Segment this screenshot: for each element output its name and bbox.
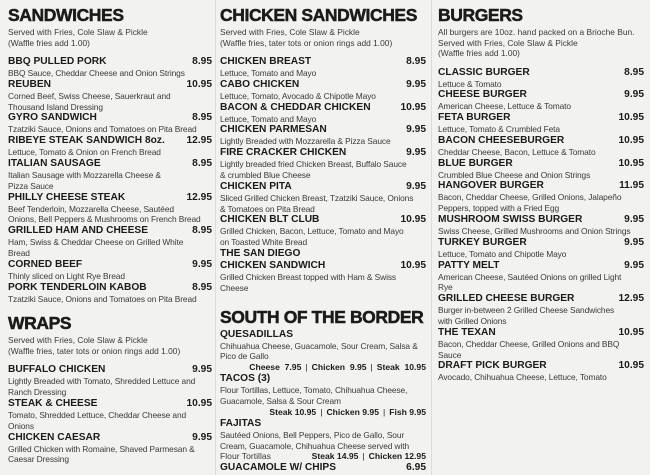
item-description: Bread	[8, 247, 30, 258]
item-header	[8, 364, 212, 376]
item-price: 9.95	[406, 180, 426, 192]
item-name: CABO CHICKEN	[220, 78, 300, 90]
item-name: CLASSIC BURGER	[438, 66, 530, 78]
item-name: REUBEN	[8, 78, 52, 90]
item-name: BBQ PULLED PORK	[8, 56, 107, 67]
item-price: 9.95	[406, 124, 426, 136]
item-name: BUFFALO CHICKEN	[8, 364, 106, 376]
item-description: Lettuce, Tomato & Onion on French Bread	[8, 147, 161, 158]
item-header	[8, 282, 212, 294]
item-price: 8.95	[192, 112, 212, 124]
item-description: & crumbled Blue Cheese	[220, 169, 311, 180]
section-title: SANDWICHES	[8, 5, 124, 25]
item-price: 9.95	[624, 236, 644, 248]
item-name: PORK TENDERLOIN KABOB	[8, 281, 147, 293]
item-description: Cheese	[220, 282, 249, 293]
item-option-price: Fish 9.95	[389, 406, 426, 417]
item-price: 8.95	[192, 225, 212, 237]
item-name: FIRE CRACKER CHICKEN	[220, 147, 347, 159]
item-header	[438, 158, 644, 170]
section-note: (Waffle fries, tater tots or onion rings add 1.00)	[220, 37, 393, 48]
item-description: Thinly sliced on Light Rye Bread	[8, 270, 125, 281]
item-header	[438, 67, 644, 79]
item-description: Pizza Sauce	[8, 180, 54, 191]
option-separator: |	[320, 406, 323, 417]
item-name: QUESADILLAS	[220, 328, 294, 340]
item-name-prefix: THE SAN DIEGO	[220, 247, 301, 259]
column-divider	[431, 0, 432, 475]
item-description: with Grilled Onions	[438, 316, 507, 327]
item-name: TURKEY BURGER	[438, 236, 527, 248]
item-description: Avocado, Chihuahua Cheese, Lettuce, Tomato	[438, 372, 607, 383]
item-description: American Cheese, Lettuce & Tomato	[438, 101, 571, 112]
item-header	[8, 225, 212, 237]
item-price: 10.95	[618, 112, 644, 124]
section-chicken-sandwiches	[220, 4, 426, 294]
item-header	[220, 147, 426, 159]
menu-item	[8, 398, 212, 432]
item-price: 10.95	[400, 259, 426, 271]
item-description: Sliced Grilled Chicken Breast, Tzatziki Sauce, Onions	[220, 192, 414, 203]
item-name: PHILLY CHEESE STEAK	[8, 191, 126, 203]
item-name: HANGOVER BURGER	[438, 180, 544, 192]
item-name: STEAK & CHEESE	[8, 397, 98, 409]
section-note: (Waffle fries add 1.00)	[8, 37, 90, 48]
item-name: DRAFT PICK BURGER	[438, 360, 547, 372]
item-description: Onions, Bell Peppers & Mushrooms on French Bread	[8, 214, 201, 225]
item-description: Tomato, Shredded Lettuce, Cheddar Cheese and	[8, 409, 187, 420]
item-description: Lettuce & Tomato	[438, 78, 502, 89]
item-price: 10.95	[618, 134, 644, 146]
menu-item	[438, 293, 644, 327]
menu-item	[438, 158, 644, 181]
item-price: 9.95	[406, 147, 426, 159]
section-note: Served with Fries, Cole Slaw & Pickle	[8, 27, 148, 37]
section-title: SOUTH OF THE BORDER	[220, 306, 424, 327]
section-notes	[8, 27, 212, 48]
item-description: Grilled Chicken with Romaine, Shaved Parmesan &	[8, 443, 195, 454]
item-header	[220, 329, 426, 341]
menu-column-middle	[220, 0, 426, 474]
item-description: Chihuahua Cheese, Guacamole, Sour Cream, Salsa &	[220, 340, 418, 351]
item-description: Bacon, Cheddar Cheese, Grilled Onions, Jalapeño	[438, 192, 622, 203]
item-header	[220, 102, 426, 114]
section-notes	[8, 335, 212, 356]
menu-item	[8, 158, 212, 192]
item-options	[220, 451, 426, 462]
menu-item	[8, 79, 212, 113]
menu-item	[438, 89, 644, 112]
menu-item	[438, 260, 644, 294]
menu-item	[438, 135, 644, 158]
menu-item	[220, 124, 426, 147]
item-header	[8, 112, 212, 124]
menu-item	[438, 237, 644, 260]
item-price: 6.95	[406, 462, 426, 474]
item-header	[438, 360, 644, 372]
item-description: Ranch Dressing	[8, 387, 67, 398]
item-name: BACON & CHEDDAR CHICKEN	[220, 101, 371, 113]
item-header	[220, 124, 426, 136]
option-separator: |	[382, 406, 386, 417]
item-name: GYRO SANDWICH	[8, 112, 97, 124]
item-header	[220, 260, 426, 272]
item-header	[8, 56, 212, 68]
menu-item	[438, 214, 644, 237]
menu-item	[8, 192, 212, 226]
section-burgers	[438, 4, 644, 383]
menu-column-right	[438, 0, 644, 383]
item-price: 9.95	[406, 78, 426, 90]
section-note: Served with Fries, Cole Slaw & Pickle	[220, 27, 360, 37]
item-description: Caesar Dressing	[8, 454, 69, 465]
item-price: 8.95	[406, 56, 426, 67]
menu-item	[220, 147, 426, 181]
item-name: CHICKEN PITA	[220, 180, 292, 192]
section-note: All burgers are 10oz. hand packed on a Brioche Bun.	[438, 27, 635, 37]
item-options	[220, 407, 426, 418]
menu-item	[8, 364, 212, 398]
section-note: Served with Fries, Cole Slaw & Pickle	[8, 335, 148, 346]
item-price: 10.95	[618, 360, 644, 372]
item-header	[438, 214, 644, 226]
section-notes	[438, 27, 644, 59]
item-description: Lightly Breaded with Tomato, Shredded Lettuce and	[8, 376, 196, 387]
item-description: American Cheese, Sautéed Onions on grilled Light	[438, 271, 622, 282]
item-price: 9.95	[624, 259, 644, 271]
item-description: Ham, Swiss & Cheddar Cheese on Grilled White	[8, 237, 184, 248]
item-name: CHICKEN SANDWICH	[220, 259, 326, 271]
menu-item	[220, 102, 426, 125]
item-description: Lettuce, Tomato and Mayo	[220, 113, 317, 124]
item-name: CHICKEN PARMESAN	[220, 124, 327, 136]
item-price: 9.95	[192, 431, 212, 443]
item-description: Lettuce, Tomato, Avocado & Chipotle Mayo	[220, 90, 376, 101]
item-price: 10.95	[186, 397, 212, 409]
item-name: GRILLED HAM AND CHEESE	[8, 225, 148, 237]
item-name: MUSHROOM SWISS BURGER	[438, 214, 583, 226]
item-header	[438, 260, 644, 272]
item-description: Cheddar Cheese, Bacon, Lettuce & Tomato	[438, 146, 596, 157]
menu-item	[220, 329, 426, 374]
item-name: GUACAMOLE W/ CHIPS	[220, 462, 337, 474]
menu-item	[8, 135, 212, 158]
item-name: ITALIAN SAUSAGE	[8, 157, 101, 169]
item-description: Grilled Chicken Breast topped with Ham & Swiss	[220, 271, 396, 282]
item-price: 12.95	[186, 135, 212, 147]
section-title: BURGERS	[438, 5, 523, 25]
item-name: GRILLED CHEESE BURGER	[438, 293, 575, 305]
item-header	[220, 79, 426, 91]
item-description: Sautéed Onions, Bell Peppers, Pico de Gallo, Sour	[220, 429, 405, 440]
item-header	[8, 259, 212, 271]
item-description: Guacamole, Salsa & Sour Cream	[220, 395, 341, 406]
menu-column-left	[8, 0, 212, 465]
item-description: Rye	[438, 282, 453, 293]
item-name: PATTY MELT	[438, 259, 500, 271]
item-description: Lettuce, Tomato & Crumbled Feta	[438, 124, 560, 135]
item-price: 12.95	[186, 191, 212, 203]
menu-item	[220, 214, 426, 248]
section-south-of-the-border	[220, 306, 426, 475]
item-option-price: Cheese 7.95	[249, 362, 302, 373]
item-name: TACOS (3)	[220, 373, 271, 385]
item-name: FAJITAS	[220, 417, 262, 429]
item-name: CHICKEN BLT CLUB	[220, 214, 320, 226]
item-header	[438, 180, 644, 192]
item-price: 9.95	[624, 89, 644, 101]
item-description: Tzatziki Sauce, Onions and Tomatoes on Pita Bread	[8, 124, 197, 135]
item-option-price: Steak 10.95	[269, 406, 317, 417]
item-description: Tzatziki Sauce, Onions and Tomatoes on Pita Bread	[8, 293, 197, 304]
item-description: Bacon, Cheddar Cheese, Grilled Onions and BBQ	[438, 338, 620, 349]
menu-item	[438, 180, 644, 214]
item-header	[438, 89, 644, 101]
menu-item	[8, 432, 212, 466]
menu-item	[220, 462, 426, 474]
item-header	[438, 237, 644, 249]
item-header	[220, 373, 426, 385]
item-description: Burger in-between 2 Grilled Cheese Sandwiches	[438, 305, 615, 316]
item-options	[220, 362, 426, 373]
item-name: THE TEXAN	[438, 326, 496, 338]
item-description: Cream, Guacamole, Chihuahua Cheese served with	[220, 440, 410, 451]
item-header	[438, 327, 644, 339]
section-note: (Waffle fries, tater tots or onion rings add 1.00)	[8, 345, 181, 356]
item-name: BACON CHEESEBURGER	[438, 134, 565, 146]
item-header	[8, 79, 212, 91]
menu-item	[438, 360, 644, 383]
option-separator: |	[362, 451, 365, 462]
item-price: 9.95	[192, 258, 212, 270]
item-price: 9.95	[192, 364, 212, 376]
item-description: Onions	[8, 420, 34, 431]
section-note: Served with Fries, Cole Slaw & Pickle	[438, 37, 578, 48]
item-header	[8, 398, 212, 410]
option-separator: |	[370, 362, 373, 373]
item-name: BLUE BURGER	[438, 157, 513, 169]
item-header	[438, 112, 644, 124]
item-price: 10.95	[186, 78, 212, 90]
item-description: BBQ Sauce, Cheddar Cheese and Onion Strings	[8, 68, 185, 78]
item-price: 10.95	[618, 326, 644, 338]
item-price: 8.95	[624, 66, 644, 78]
menu-item	[220, 79, 426, 102]
item-header	[220, 56, 426, 68]
item-description: Peppers, topped with a Fried Egg	[438, 203, 560, 214]
item-option-price: Steak 10.95	[376, 362, 426, 373]
item-description: & Tomatoes on Pita Bread	[220, 203, 315, 214]
item-name: RIBEYE STEAK SANDWICH 8oz.	[8, 135, 165, 147]
menu-item	[220, 248, 426, 294]
item-option-price: Chicken 9.95	[326, 406, 379, 417]
item-price: 10.95	[400, 101, 426, 113]
item-name: CORNED BEEF	[8, 258, 83, 270]
menu-item	[8, 259, 212, 282]
item-header	[220, 418, 426, 430]
menu-item	[438, 327, 644, 361]
item-price: 8.95	[192, 281, 212, 293]
item-price: 12.95	[618, 293, 644, 305]
menu-item	[438, 112, 644, 135]
item-price: 8.95	[192, 157, 212, 169]
section-notes	[220, 27, 426, 48]
item-price: 11.95	[619, 180, 644, 192]
menu-item	[8, 112, 212, 135]
item-name-first-line	[220, 248, 426, 260]
section-title: CHICKEN SANDWICHES	[220, 5, 417, 25]
section-wraps	[8, 312, 212, 465]
item-name: FETA BURGER	[438, 112, 511, 124]
item-header	[220, 462, 426, 474]
item-name: CHICKEN CAESAR	[8, 431, 101, 443]
item-header	[220, 214, 426, 226]
item-description: Flour Tortillas, Lettuce, Tomato, Chihuahua Cheese,	[220, 385, 408, 396]
item-option-price: Steak 14.95	[311, 451, 359, 462]
item-description: Corned Beef, Swiss Cheese, Sauerkraut and	[8, 90, 171, 101]
item-header	[8, 192, 212, 204]
item-name: CHEESE BURGER	[438, 89, 527, 101]
item-description: Thousand Island Dressing	[8, 101, 103, 112]
menu-item	[8, 282, 212, 305]
item-header	[8, 135, 212, 147]
item-description: Grilled Chicken, Bacon, Lettuce, Tomato and Mayo	[220, 226, 404, 237]
menu-item	[8, 225, 212, 259]
item-description: Beef Tenderloin, Mozzarella Cheese, Sautéed	[8, 203, 174, 214]
item-header	[438, 293, 644, 305]
item-description: Lightly breaded fried Chicken Breast, Buffalo Sauce	[220, 159, 407, 170]
item-option-price: Chicken 9.95	[311, 362, 367, 373]
item-description: Crumbled Blue Cheese and Onion Strings	[438, 169, 591, 180]
item-header	[8, 432, 212, 444]
item-description: Pico de Gallo	[220, 351, 269, 362]
item-price: 8.95	[192, 56, 212, 67]
option-separator: |	[305, 362, 308, 373]
item-description: Lettuce, Tomato and Mayo	[220, 68, 317, 78]
menu-item	[438, 67, 644, 90]
item-price: 9.95	[624, 214, 644, 226]
menu-item	[220, 418, 426, 463]
item-option-price: Chicken 12.95	[368, 451, 426, 462]
section-note: (Waffle fries add 1.00)	[438, 48, 520, 58]
item-description: Lettuce, Tomato and Chipotle Mayo	[438, 248, 567, 259]
item-description: Flour Tortillas	[220, 451, 271, 462]
item-price: 10.95	[618, 157, 644, 169]
item-description: Swiss Cheese, Grilled Mushrooms and Onion Strings	[438, 226, 631, 237]
menu-item	[220, 56, 426, 79]
item-description: Italian Sausage with Mozzarella Cheese &	[8, 169, 161, 180]
item-header	[8, 158, 212, 170]
item-name: CHICKEN BREAST	[220, 56, 312, 67]
section-title: WRAPS	[8, 313, 72, 334]
item-description: Sauce	[438, 349, 462, 360]
item-description: on Toasted White Bread	[220, 237, 308, 248]
section-sandwiches	[8, 4, 212, 304]
item-description: Lightly Breaded with Mozzarella & Pizza Sauce	[220, 136, 391, 147]
item-header	[220, 181, 426, 193]
column-divider	[215, 0, 216, 475]
menu-item	[220, 181, 426, 215]
menu-item	[220, 373, 426, 418]
item-header	[438, 135, 644, 147]
item-price: 10.95	[400, 214, 426, 226]
menu-item	[8, 56, 212, 79]
